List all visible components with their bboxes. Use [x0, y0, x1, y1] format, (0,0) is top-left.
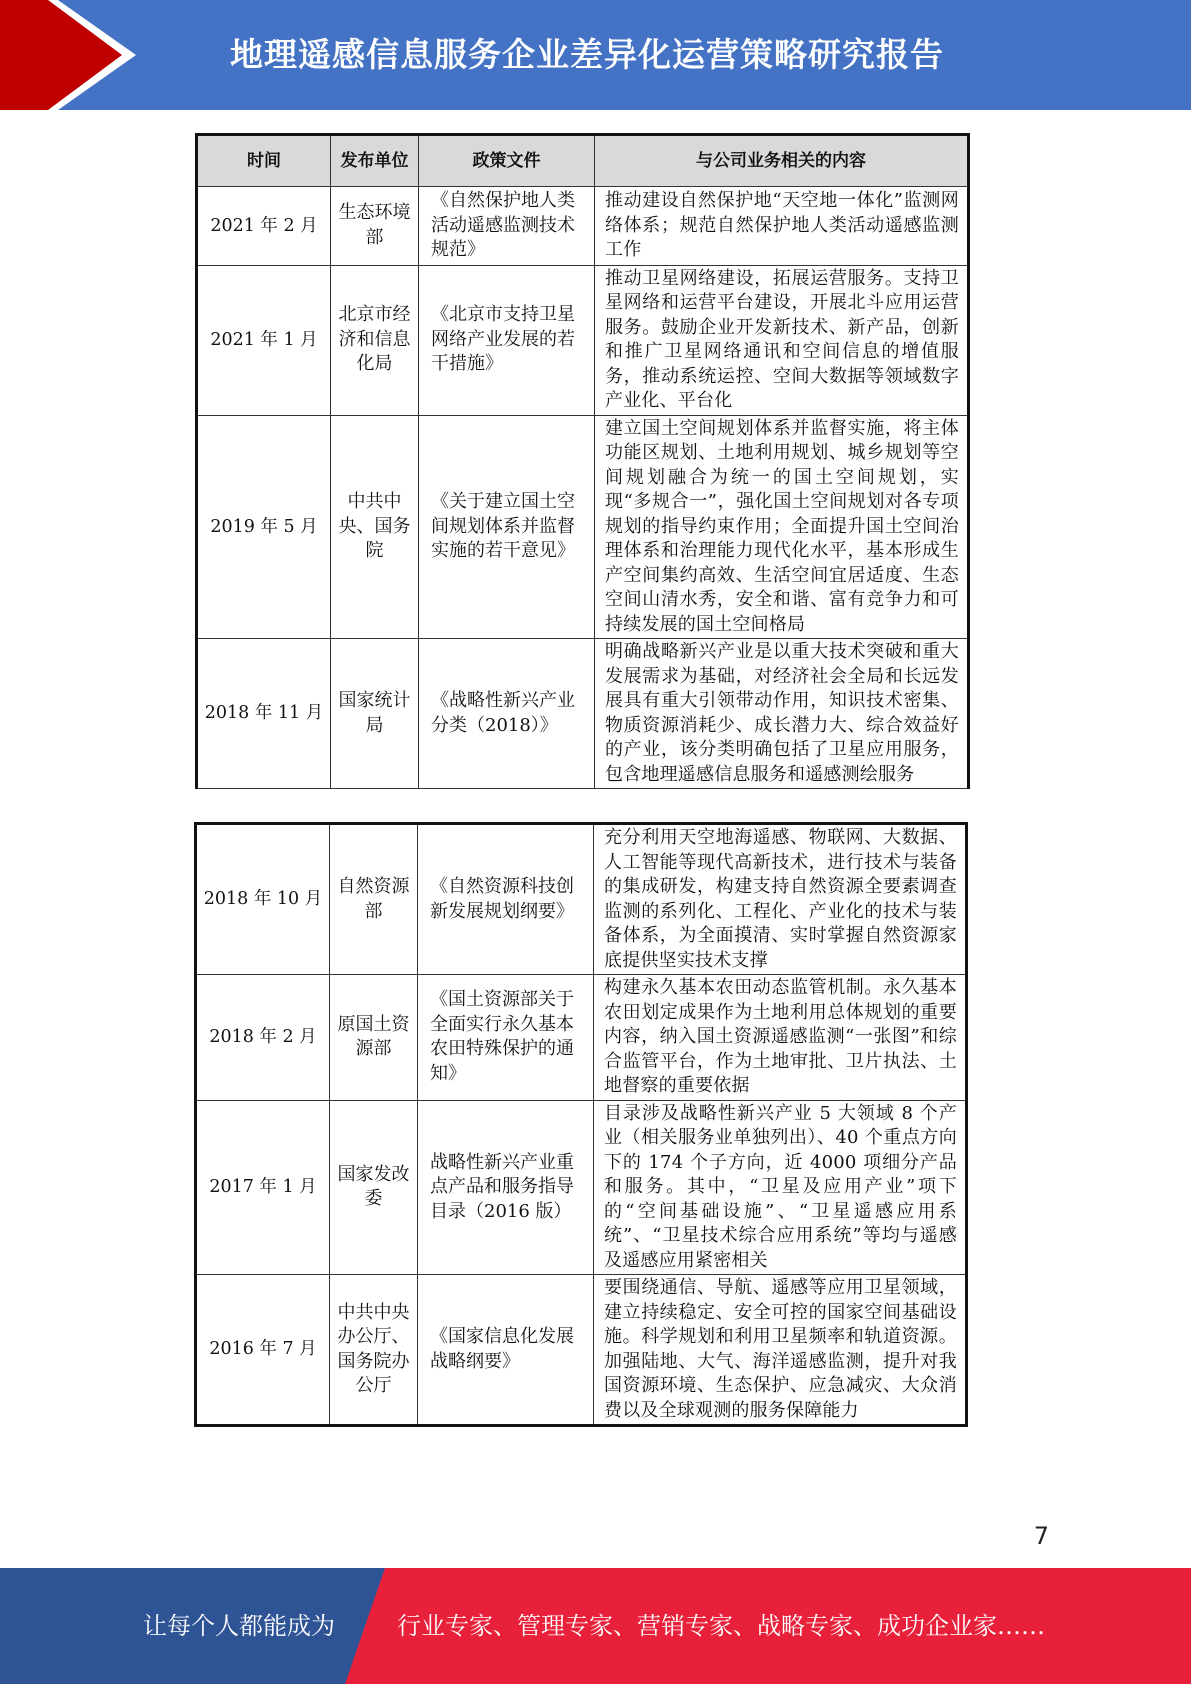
row-content: 建立国土空间规划体系并监督实施，将主体功能区规划、土地利用规划、城乡规划等空间规划融合为统一的国土空间规划，实现“多规合一”，强化国土空间规划对各专项规划的指导约束作用；全面提升国土空间治理体系和治理能力现代化水平，基本形成生产空间集约高效、生活空间宜居适度、生态空间山清水秀，安全和谐、富有竞争力和可持续发展的国土空间格局: [595, 415, 969, 639]
row-doc: 《国土资源部关于全面实行永久基本农田特殊保护的通知》: [418, 975, 594, 1101]
row-date: 2019 年 5 月: [197, 415, 331, 639]
row-unit: 生态环境部: [331, 187, 419, 266]
row-date: 2017 年 1 月: [196, 1100, 330, 1275]
row-date: 2018 年 11 月: [197, 639, 331, 789]
row-content: 构建永久基本农田动态监管机制。永久基本农田划定成果作为土地利用总体规划的重要内容，纳入国土资源遥感监测“一张图”和综合监管平台，作为土地审批、卫片执法、土地督察的重要依据: [594, 975, 967, 1101]
header-unit: 发布单位: [331, 135, 419, 187]
table-row: [197, 265, 969, 415]
row-content: 明确战略新兴产业是以重大技术突破和重大发展需求为基础，对经济社会全局和长远发展具有重大引领带动作用，知识技术密集、物质资源消耗少、成长潜力大、综合效益好的产业，该分类明确包括了卫星应用服务，包含地理遥感信息服务和遥感测绘服务: [595, 639, 969, 789]
table-row: [197, 187, 969, 266]
policy-table-part-2: [194, 822, 968, 1427]
table-row: [196, 975, 967, 1101]
row-unit: 自然资源部: [330, 824, 418, 975]
footer-slogan-left: 让每个人都能成为: [143, 1612, 335, 1640]
row-doc: 战略性新兴产业重点产品和服务指导目录（2016 版）: [418, 1100, 594, 1275]
red-chevron-shape: [0, 0, 150, 110]
row-doc: 《战略性新兴产业分类（2018）》: [419, 639, 595, 789]
table-row: [197, 415, 969, 639]
page-number: 7: [1033, 1522, 1049, 1550]
row-doc: 《自然资源科技创新发展规划纲要》: [418, 824, 594, 975]
row-unit: 国家统计局: [331, 639, 419, 789]
row-content: 推动建设自然保护地“天空地一体化”监测网络体系；规范自然保护地人类活动遥感监测工作: [595, 187, 969, 266]
table-row: [196, 824, 967, 975]
row-unit: 中共中央、国务院: [331, 415, 419, 639]
row-doc: 《自然保护地人类活动遥感监测技术规范》: [419, 187, 595, 266]
row-doc: 《国家信息化发展战略纲要》: [418, 1275, 594, 1426]
row-doc: 《北京市支持卫星网络产业发展的若干措施》: [419, 265, 595, 415]
header-content: 与公司业务相关的内容: [595, 135, 969, 187]
row-date: 2016 年 7 月: [196, 1275, 330, 1426]
row-date: 2018 年 10 月: [196, 824, 330, 975]
row-doc: 《关于建立国土空间规划体系并监督实施的若干意见》: [419, 415, 595, 639]
row-unit: 原国土资源部: [330, 975, 418, 1101]
row-unit: 国家发改委: [330, 1100, 418, 1275]
footer-banner: [0, 1568, 1191, 1684]
row-date: 2021 年 1 月: [197, 265, 331, 415]
row-date: 2018 年 2 月: [196, 975, 330, 1101]
row-unit: 中共中央办公厅、国务院办公厅: [330, 1275, 418, 1426]
header-doc: 政策文件: [419, 135, 595, 187]
row-content: 充分利用天空地海遥感、物联网、大数据、人工智能等现代高新技术，进行技术与装备的集成研发，构建支持自然资源全要素调查监测的系列化、工程化、产业化的技术与装备体系，为全面摸清、实时掌握自然资源家底提供坚实技术支撑: [594, 824, 967, 975]
header-banner: [0, 0, 1191, 110]
table-row: [197, 639, 969, 789]
table-row: [196, 1100, 967, 1275]
report-title: 地理遥感信息服务企业差异化运营策略研究报告: [230, 35, 944, 74]
table-header-row: [197, 135, 969, 187]
row-unit: 北京市经济和信息化局: [331, 265, 419, 415]
footer-slogan-right: 行业专家、管理专家、营销专家、战略专家、成功企业家……: [397, 1612, 1045, 1640]
policy-table-part-1: [195, 133, 970, 789]
row-date: 2021 年 2 月: [197, 187, 331, 266]
row-content: 推动卫星网络建设，拓展运营服务。支持卫星网络和运营平台建设，开展北斗应用运营服务。鼓励企业开发新技术、新产品，创新和推广卫星网络通讯和空间信息的增值服务，推动系统运控、空间大数据等领域数字产业化、平台化: [595, 265, 969, 415]
table-row: [196, 1275, 967, 1426]
row-content: 目录涉及战略性新兴产业 5 大领域 8 个产业（相关服务业单独列出）、40 个重点方向下的 174 个子方向，近 4000 项细分产品和服务。其中，“卫星及应用产业”项下的“空间基础设施”、“卫星遥感应用系统”、“卫星技术综合应用系统”等均与遥感及遥感应用紧密相关: [594, 1100, 967, 1275]
header-time: 时间: [197, 135, 331, 187]
row-content: 要围绕通信、导航、遥感等应用卫星领域，建立持续稳定、安全可控的国家空间基础设施。科学规划和利用卫星频率和轨道资源。加强陆地、大气、海洋遥感监测，提升对我国资源环境、生态保护、应急减灾、大众消费以及全球观测的服务保障能力: [594, 1275, 967, 1426]
